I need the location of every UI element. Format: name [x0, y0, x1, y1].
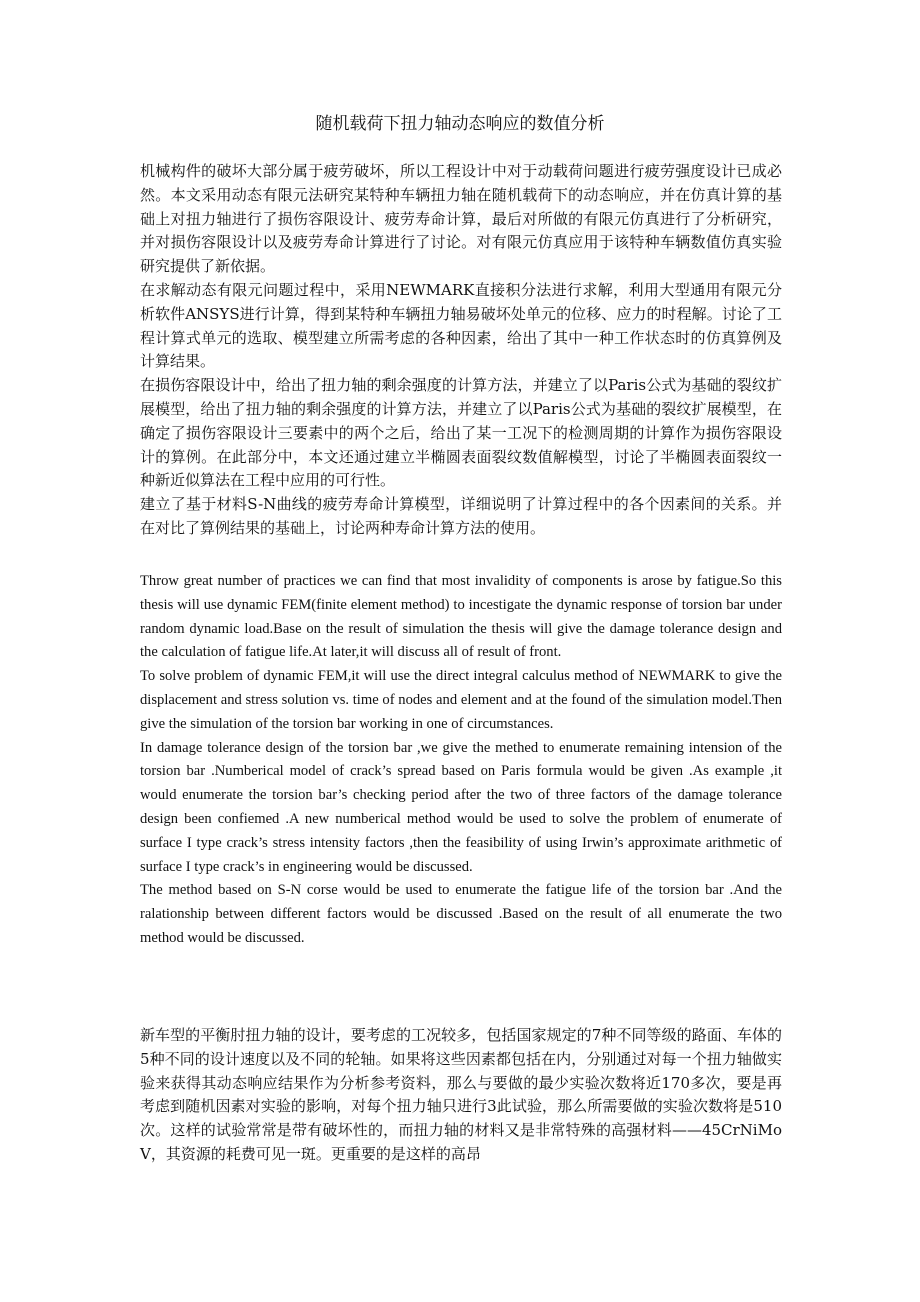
english-abstract	[140, 570, 782, 951]
chinese-abstract	[140, 160, 782, 541]
body-text	[140, 1024, 782, 1167]
paragraph: 在损伤容限设计中，给出了扭力轴的剩余强度的计算方法，并建立了以Paris公式为基础的裂纹扩展模型，给出了扭力轴的剩余强度的计算方法，并建立了以Paris公式为基础的裂纹扩展模型，在确定了损伤容限设计三要素中的两个之后，给出了某一工况下的检测周期的计算作为损伤容限设计的算例。在此部分中，本文还通过建立半椭圆表面裂纹数值解模型，讨论了半椭圆表面裂纹一种新近似算法在工程中应用的可行性。	[140, 376, 782, 490]
document-title: 随机载荷下扭力轴动态响应的数值分析	[315, 114, 605, 134]
paragraph: Throw great number of practices we can find that most invalidity of components is arose by fatigue.So this thesis will use dynamic FEM(finite element method) to incestigate the dynamic response of torsion bar under random dynamic load.Base on the result of simulation the thesis will give the damage tolerance design and the calculation of fatigue life.At later,it will discuss all of result of front.	[140, 573, 782, 661]
paragraph: To solve problem of dynamic FEM,it will use the direct integral calculus method of NEWMARK to give the displacement and stress solution vs. time of nodes and element and at the found of the simulation model.Then give the simulation of the torsion bar working in one of circumstances.	[140, 668, 782, 732]
paragraph: The method based on S-N corse would be used to enumerate the fatigue life of the torsion bar .And the ralationship between different factors would be discussed .Based on the result of all enumerate the two method would be discussed.	[140, 882, 782, 946]
paragraph: 新车型的平衡肘扭力轴的设计，要考虑的工况较多，包括国家规定的7种不同等级的路面、车体的5种不同的设计速度以及不同的轮轴。如果将这些因素都包括在内，分别通过对每一个扭力轴做实验来获得其动态响应结果作为分析参考资料，那么与要做的最少实验次数将近170多次，要是再考虑到随机因素对实验的影响，对每个扭力轴只进行3此试验，那么所需要做的实验次数将是510次。这样的试验常常是带有破坏性的，而扭力轴的材料又是非常特殊的高强材料——45CrNiMoV，其资源的耗费可见一斑。更重要的是这样的高昂	[140, 1026, 782, 1163]
paragraph: 机械构件的破坏大部分属于疲劳破坏，所以工程设计中对于动载荷问题进行疲劳强度设计已成必然。本文采用动态有限元法研究某特种车辆扭力轴在随机载荷下的动态响应，并在仿真计算的基础上对扭力轴进行了损伤容限设计、疲劳寿命计算，最后对所做的有限元仿真进行了分析研究，并对损伤容限设计以及疲劳寿命计算进行了讨论。对有限元仿真应用于该特种车辆数值仿真实验研究提供了新依据。	[140, 162, 782, 276]
paragraph: 建立了基于材料S-N曲线的疲劳寿命计算模型，详细说明了计算过程中的各个因素间的关系。并在对比了算例结果的基础上，讨论两种寿命计算方法的使用。	[140, 495, 782, 537]
paragraph: In damage tolerance design of the torsion bar ,we give the methed to enumerate remaining intension of the torsion bar .Numberical model of crack’s spread based on Paris formula would be given .As example ,it would enumerate the torsion bar’s checking period after the two of three factors of the damage tolerance design been confiemed .A new numberical method would be used to solve the problem of enumerate of surface I type crack’s stress intensity factors ,then the feasibility of using Irwin’s approximate arithmetic of surface I type crack’s in engineering would be discussed.	[140, 739, 782, 875]
paragraph: 在求解动态有限元问题过程中，采用NEWMARK直接积分法进行求解，利用大型通用有限元分析软件ANSYS进行计算，得到某特种车辆扭力轴易破坏处单元的位移、应力的时程解。讨论了工程计算式单元的选取、模型建立所需考虑的各种因素，给出了其中一种工作状态时的仿真算例及计算结果。	[140, 280, 782, 371]
